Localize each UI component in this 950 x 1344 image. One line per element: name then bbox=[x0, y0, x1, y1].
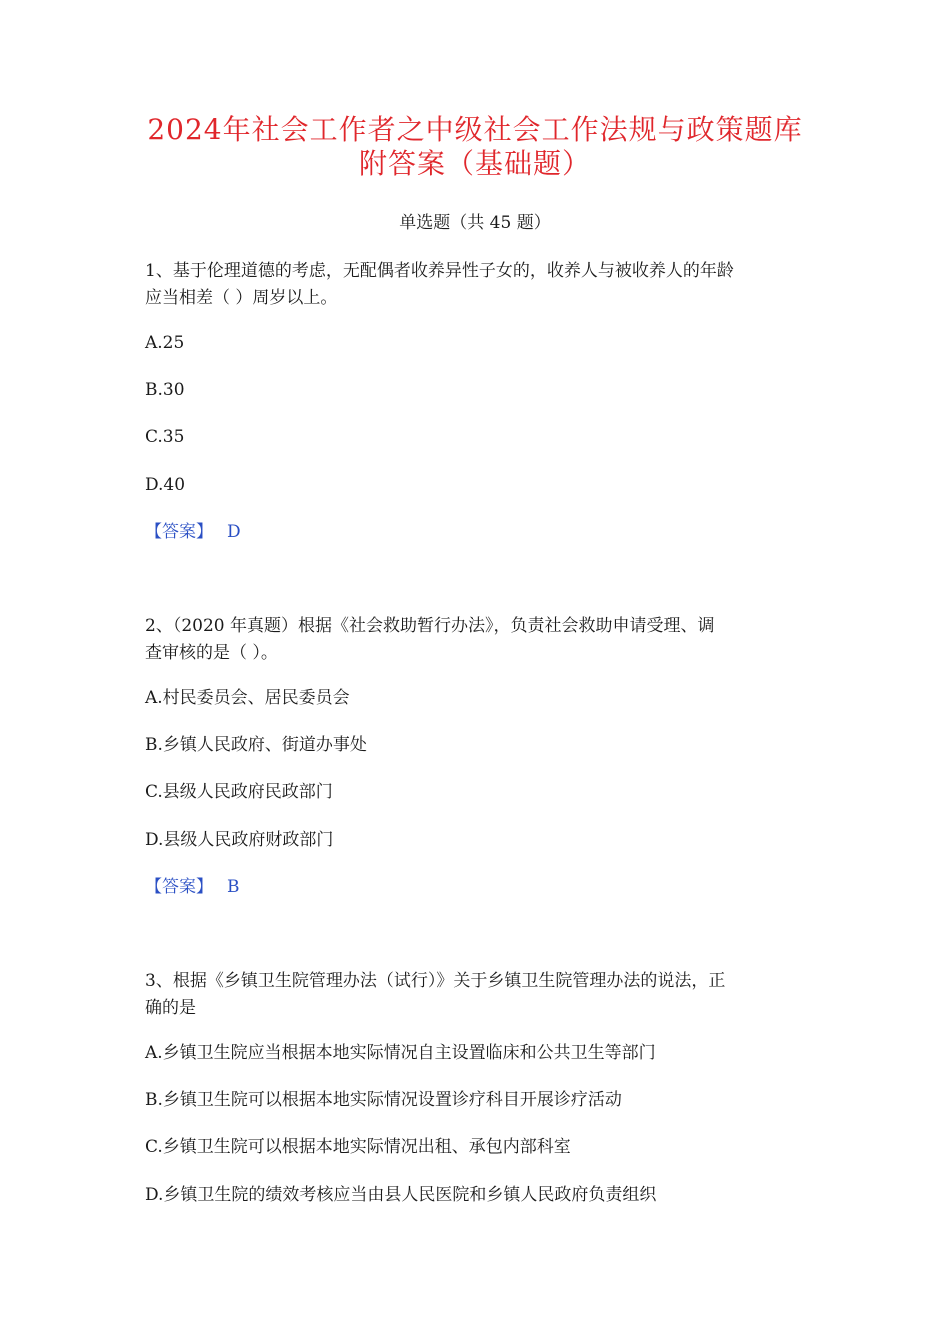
answer-label: 【答案】 bbox=[145, 522, 213, 542]
question-3-option-a: A.乡镇卫生院应当根据本地实际情况自主设置临床和公共卫生等部门 bbox=[145, 1043, 656, 1063]
question-3-option-b: B.乡镇卫生院可以根据本地实际情况设置诊疗科目开展诊疗活动 bbox=[145, 1090, 622, 1110]
question-1-option-d: D.40 bbox=[145, 475, 186, 495]
section-heading: 单选题（共 45 题） bbox=[399, 213, 551, 233]
question-3-stem-line2: 确的是 bbox=[145, 998, 196, 1018]
question-2-option-d: D.县级人民政府财政部门 bbox=[145, 830, 334, 850]
question-3-stem-line1: 3、根据《乡镇卫生院管理办法（试行）》关于乡镇卫生院管理办法的说法，正 bbox=[145, 971, 726, 991]
question-1-option-b: B.30 bbox=[145, 380, 185, 400]
question-1-option-c: C.35 bbox=[145, 427, 185, 447]
question-1-option-a: A.25 bbox=[145, 333, 185, 353]
question-2-option-a: A.村民委员会、居民委员会 bbox=[145, 688, 350, 708]
question-2-stem-line2: 查审核的是（ ）。 bbox=[145, 643, 278, 663]
answer-label: 【答案】 bbox=[145, 877, 213, 897]
question-2-answer bbox=[145, 875, 825, 899]
question-2-stem-line1: 2、（2020 年真题）根据《社会救助暂行办法》，负责社会救助申请受理、调 bbox=[145, 616, 715, 636]
answer-value: B bbox=[227, 877, 240, 897]
question-1-stem-line1: 1、基于伦理道德的考虑，无配偶者收养异性子女的，收养人与被收养人的年龄 bbox=[145, 261, 734, 281]
question-1-answer bbox=[145, 520, 825, 544]
answer-value: D bbox=[227, 522, 241, 542]
question-1-stem-line2: 应当相差（ ）周岁以上。 bbox=[145, 288, 338, 308]
document-title-line1: 2024年社会工作者之中级社会工作法规与政策题库 bbox=[147, 113, 803, 146]
question-3-option-c: C.乡镇卫生院可以根据本地实际情况出租、承包内部科室 bbox=[145, 1137, 571, 1157]
question-2-option-b: B.乡镇人民政府、街道办事处 bbox=[145, 735, 367, 755]
document-title-line2: 附答案（基础题） bbox=[358, 147, 591, 180]
question-3-option-d: D.乡镇卫生院的绩效考核应当由县人民医院和乡镇人民政府负责组织 bbox=[145, 1185, 657, 1205]
question-2-option-c: C.县级人民政府民政部门 bbox=[145, 782, 333, 802]
